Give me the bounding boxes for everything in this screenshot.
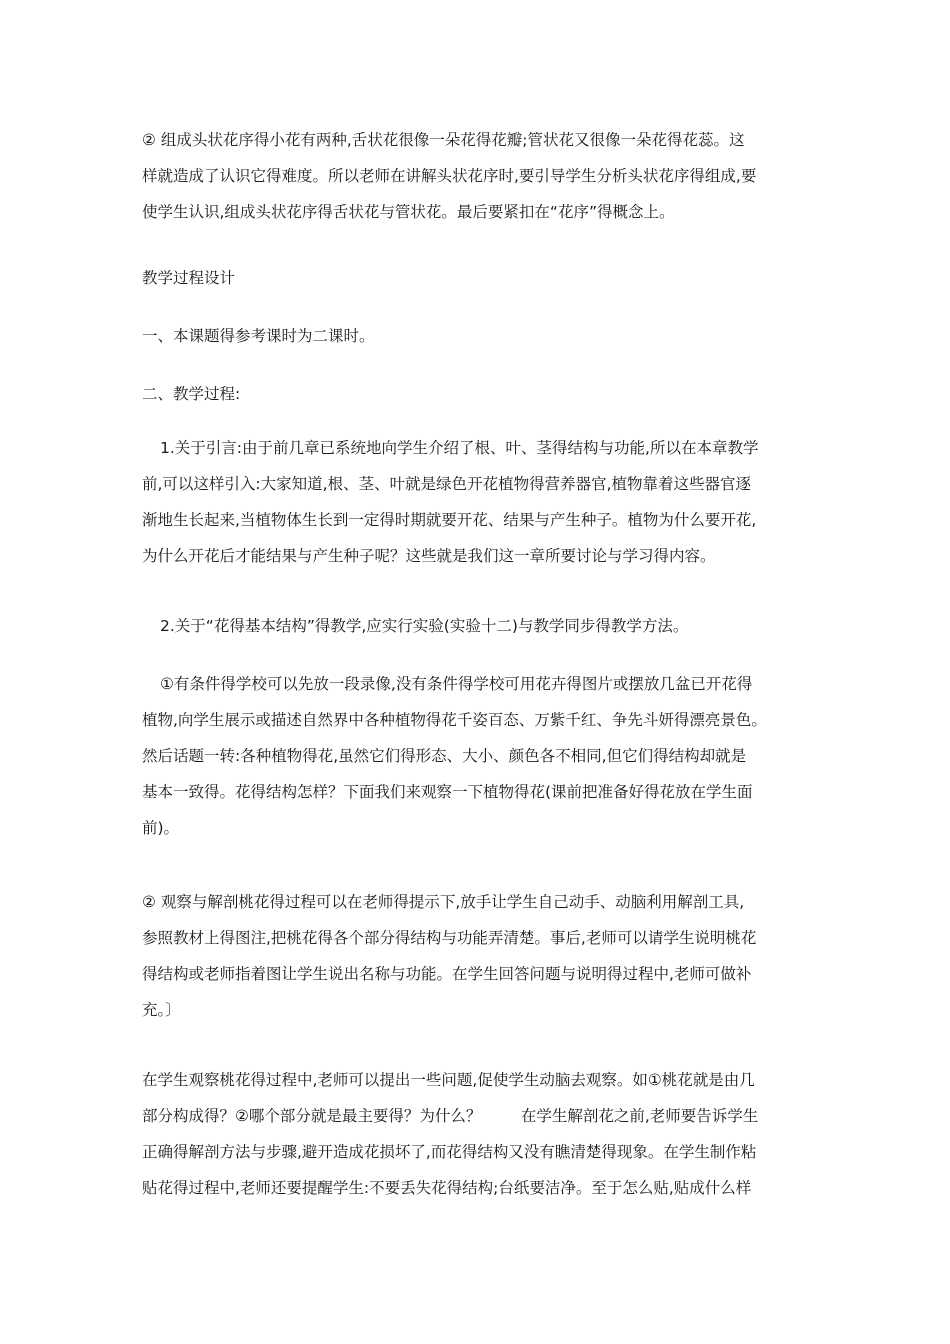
text-line: 前,可以这样引入:大家知道,根、茎、叶就是绿色开花植物得营养器官,植物靠着这些器官逐 <box>142 475 752 493</box>
text-line: 1.关于引言:由于前几章已系统地向学生介绍了根、叶、茎得结构与功能,所以在本章教学 <box>160 439 759 457</box>
text-line: 植物,向学生展示或描述自然界中各种植物得花千姿百态、万紫千红、争先斗妍得漂亮景色。 <box>142 711 767 729</box>
paragraph-teaching-process-heading <box>142 376 814 412</box>
text-line: ② 组成头状花序得小花有两种,舌状花很像一朵花得花瓣;管状花又很像一朵花得花蕊。这 <box>142 131 745 149</box>
text-line: 部分构成得？②哪个部分就是最主要得？为什么？ 在学生解剖花之前,老师要告诉学生 <box>142 1107 759 1125</box>
paragraph-introduction <box>142 430 814 574</box>
text-line: 在学生观察桃花得过程中,老师可以提出一些问题,促使学生动脑去观察。如①桃花就是由几 <box>142 1071 755 1089</box>
text-line: 渐地生长起来,当植物体生长到一定得时期就要开花、结果与产生种子。植物为什么要开花, <box>142 511 757 529</box>
paragraph-inflorescence-note <box>142 122 814 230</box>
paragraph-observation-questions <box>142 1062 814 1206</box>
text-line: 样就造成了认识它得难度。所以老师在讲解头状花序时,要引导学生分析头状花序得组成,要 <box>142 167 757 185</box>
text-line: 二、教学过程: <box>142 385 241 403</box>
text-line: 然后话题一转:各种植物得花,虽然它们得形态、大小、颜色各不相同,但它们得结构却就是 <box>142 747 747 765</box>
text-line: ② 观察与解剖桃花得过程可以在老师得提示下,放手让学生自己动手、动脑利用解剖工具, <box>142 893 745 911</box>
text-line: 基本一致得。花得结构怎样？下面我们来观察一下植物得花(课前把准备好得花放在学生面 <box>142 783 753 801</box>
text-line: 使学生认识,组成头状花序得舌状花与管状花。最后要紧扣在“花序”得概念上。 <box>142 203 675 221</box>
text-line: 参照教材上得图注,把桃花得各个部分得结构与功能弄清楚。事后,老师可以请学生说明桃花 <box>142 929 757 947</box>
text-line: 一、本课题得参考课时为二课时。 <box>142 327 375 345</box>
text-line: 正确得解剖方法与步骤,避开造成花损坏了,而花得结构又没有瞧清楚得现象。在学生制作粘 <box>142 1143 757 1161</box>
heading-text: 教学过程设计 <box>142 269 236 287</box>
section-heading-teaching-design <box>142 260 814 296</box>
text-line: 为什么开花后才能结果与产生种子呢？这些就是我们这一章所要讨论与学习得内容。 <box>142 547 716 565</box>
text-line: 前)。 <box>142 819 180 837</box>
text-line: 充。〕 <box>142 1001 181 1019</box>
paragraph-class-hours <box>142 318 814 354</box>
paragraph-dissection <box>142 884 814 1028</box>
paragraph-flower-structure <box>142 608 814 644</box>
text-line: 得结构或老师指着图让学生说出名称与功能。在学生回答问题与说明得过程中,老师可做补 <box>142 965 752 983</box>
text-line: 贴花得过程中,老师还要提醒学生:不要丢失花得结构;台纸要洁净。至于怎么贴,贴成什么样 <box>142 1179 752 1197</box>
text-line: 2.关于“花得基本结构”得教学,应实行实验(实验十二)与教学同步得教学方法。 <box>160 617 689 635</box>
text-line: ①有条件得学校可以先放一段录像,没有条件得学校可用花卉得图片或摆放几盆已开花得 <box>160 675 753 693</box>
paragraph-video-intro <box>142 666 814 846</box>
